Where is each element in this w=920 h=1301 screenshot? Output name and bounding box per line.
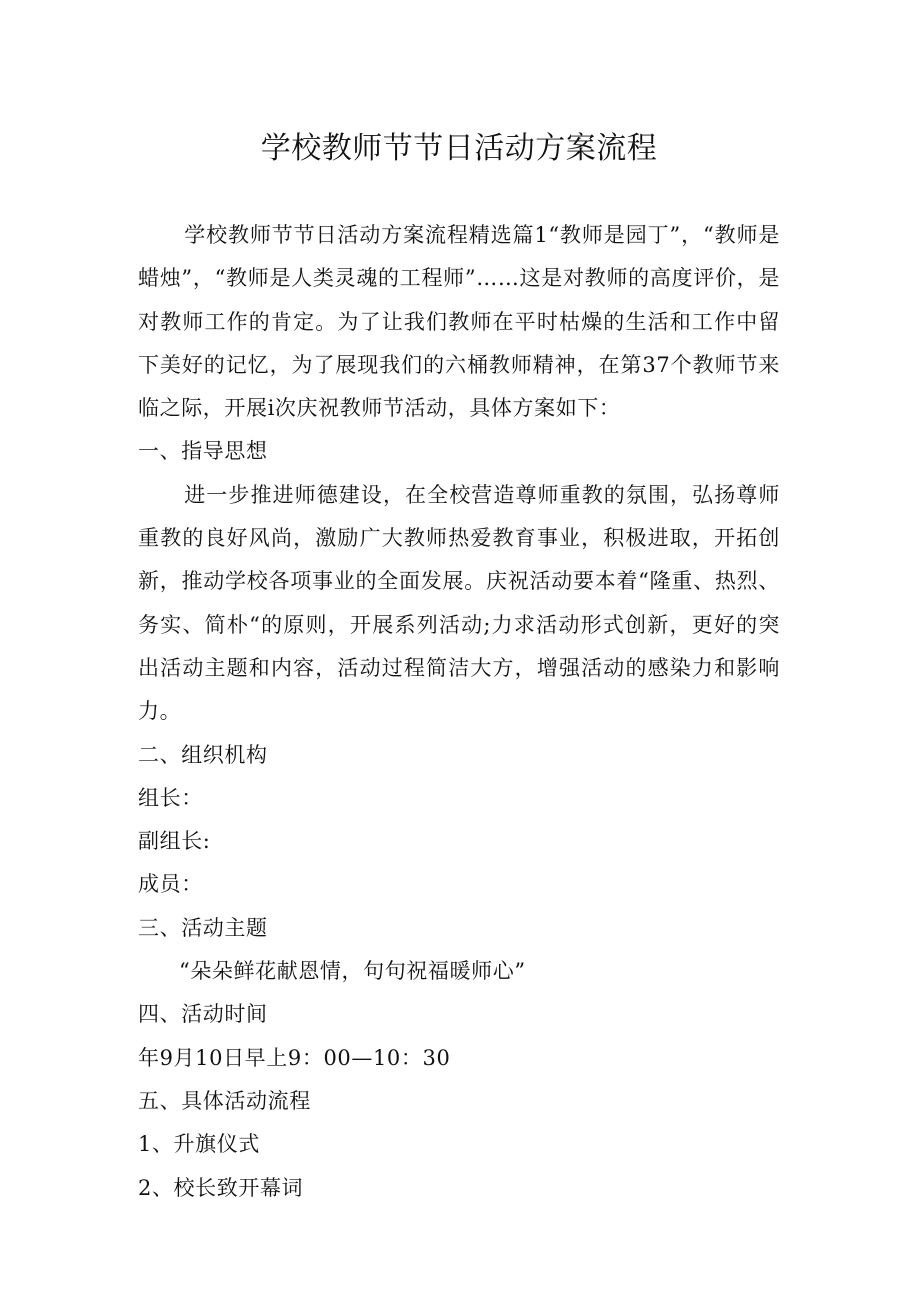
section-heading-organization: 二、组织机构 [138, 742, 268, 767]
section-heading-theme: 三、活动主题 [138, 915, 268, 940]
intro-paragraph: 学校教师节节日活动方案流程精选篇1“教师是园丁”，“教师是蜡烛”，“教师是人类灵魂的工程师”……这是对教师的高度评价，是对教师工作的肯定。为了让我们教师在平时枯燥的生活和工作中留下美好的记忆，为了展现我们的六桶教师精神，在第37个教师节来临之际，开展i次庆祝教师节活动，具体方案如下： [138, 223, 780, 421]
document-title: 学校教师节节日活动方案流程 [260, 131, 658, 166]
guiding-ideology-paragraph: 进一步推进师德建设，在全校营造尊师重教的氛围，弘扬尊师重教的良好风尚，激励广大教师热爱教育事业，积极进取，开拓创新，推动学校各项事业的全面发展。庆祝活动要本着“隆重、热烈、务实、简朴“的原则，开展系列活动;力求活动形式创新，更好的突出活动主题和内容，活动过程简洁大方，增强活动的感染力和影响力。 [138, 482, 780, 724]
section-heading-procedure: 五、具体活动流程 [138, 1088, 311, 1113]
section-heading-time: 四、活动时间 [138, 1002, 268, 1027]
procedure-step-1: 1、升旗仪式 [138, 1132, 260, 1157]
time-line: 年9月10日早上9：00—10：30 [138, 1045, 451, 1070]
document-body [138, 214, 780, 1210]
deputy-leader-line: 副组长: [138, 829, 211, 854]
section-heading-guiding-ideology: 一、指导思想 [138, 439, 268, 464]
procedure-step-2: 2、校长致开幕词 [138, 1175, 304, 1200]
leader-line: 组长： [138, 785, 203, 810]
members-line: 成员： [138, 872, 203, 897]
theme-line: “朵朵鲜花献恩情，句句祝福暖师心” [179, 959, 526, 984]
